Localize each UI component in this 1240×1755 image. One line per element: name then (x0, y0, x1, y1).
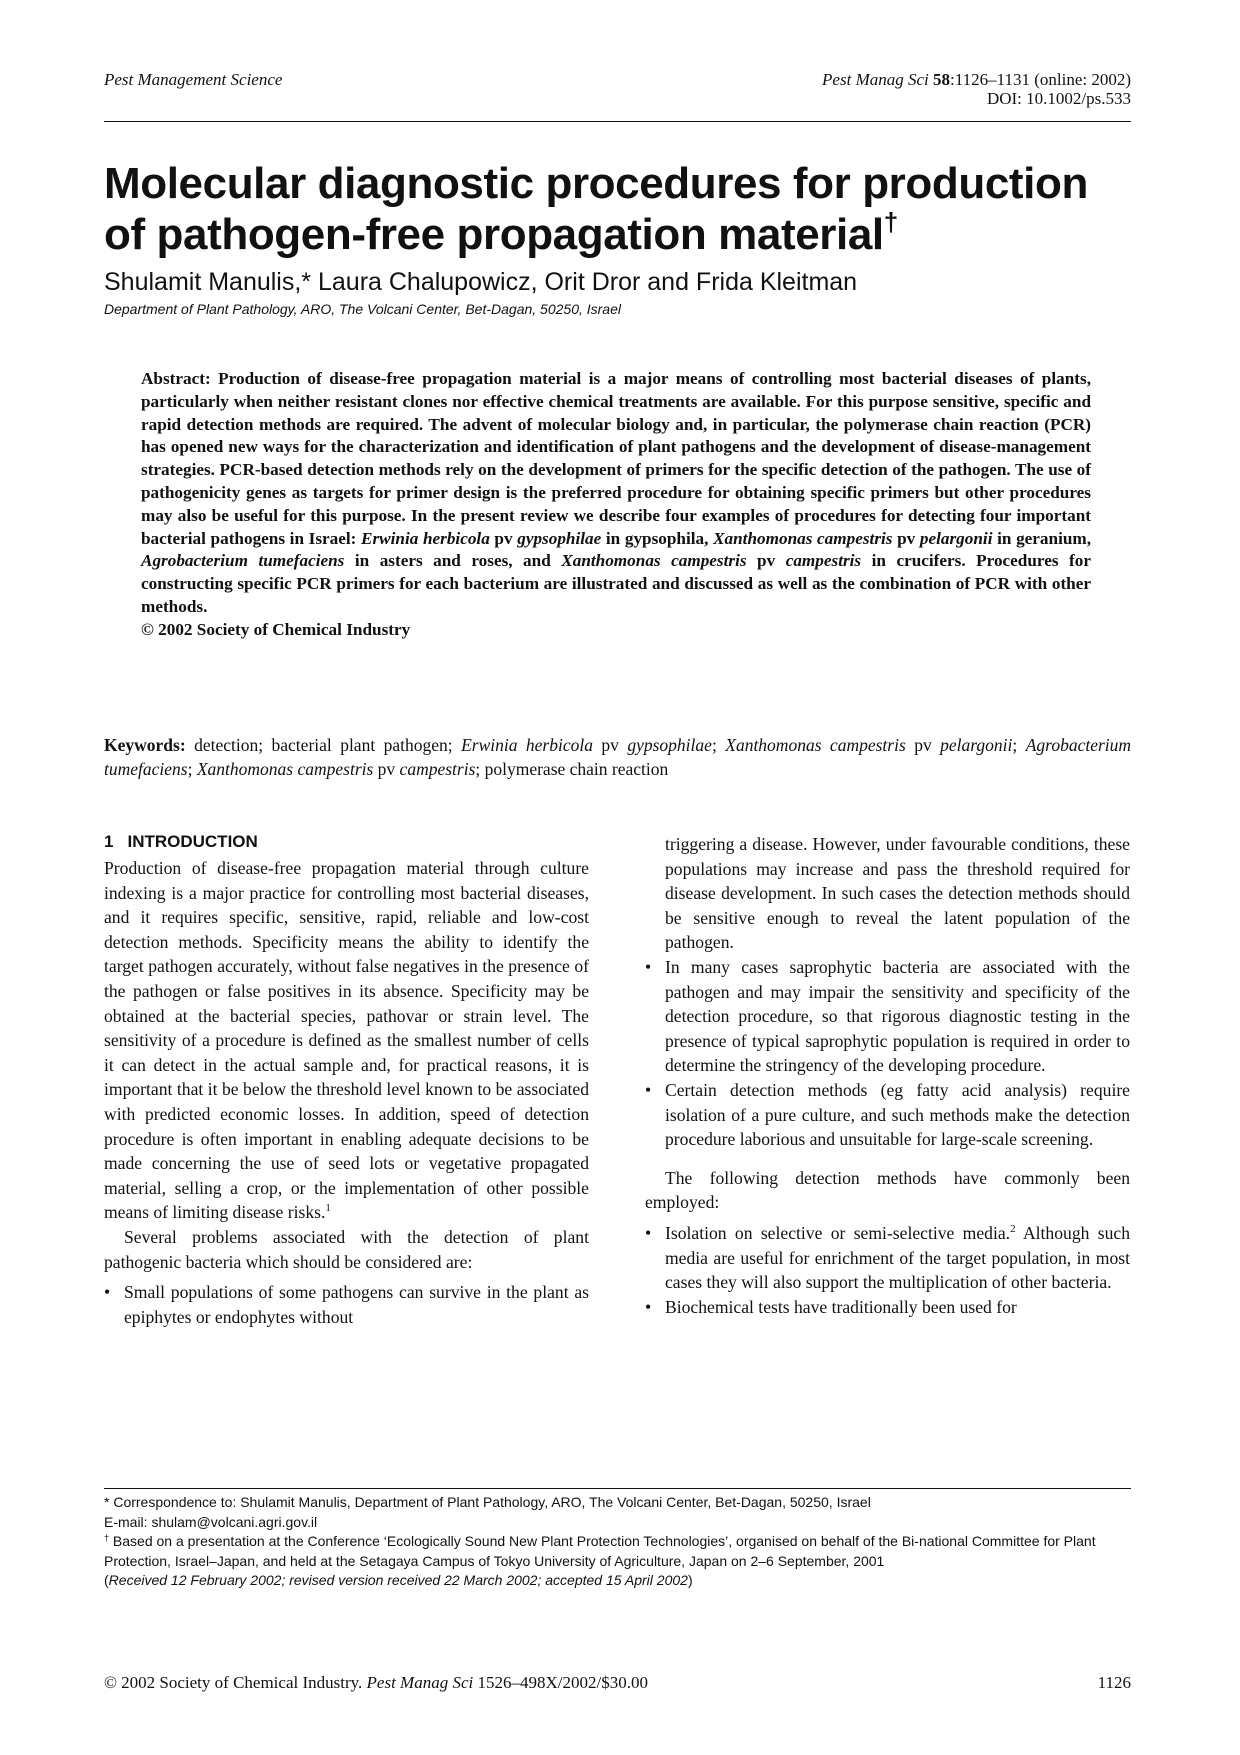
title-line-2: of pathogen-free propagation material (104, 210, 884, 259)
keyword-species: gypsophilae (627, 735, 712, 755)
citation-block (822, 70, 1131, 108)
list-item (104, 1280, 589, 1329)
list-item (645, 1295, 1130, 1320)
pathovar-name: campestris (785, 551, 862, 571)
received-note (104, 1571, 1131, 1591)
spacer (645, 1152, 1130, 1166)
keywords-label: Keywords: (104, 735, 186, 755)
bullet-list (645, 832, 1130, 1152)
keyword-species: Agrobacterium tumefaciens (104, 735, 1132, 779)
pathovar-name: pelargonii (919, 528, 993, 548)
footnotes (104, 1493, 1131, 1591)
abstract-label: Abstract: (141, 369, 211, 388)
keyword-text: pv (373, 759, 400, 779)
species-name: Erwinia herbicola (361, 528, 490, 548)
paragraph: Several problems associated with the detection of plant pathogenic bacteria which should be considered are: (104, 1226, 589, 1272)
keyword-text: pv (592, 735, 628, 755)
body-column-left (104, 832, 589, 1329)
received-dates: Received 12 February 2002; revised version received 22 March 2002; accepted 15 April 2002 (108, 1572, 688, 1588)
keyword-text: ; (187, 759, 197, 779)
reference-link[interactable]: 1 (325, 1202, 331, 1215)
footer-journal: Pest Manag Sci (366, 1673, 474, 1692)
email-link[interactable]: E-mail: shulam@volcani.agri.gov.il (104, 1513, 318, 1530)
body-column-right (645, 832, 1130, 1319)
reference-link[interactable]: 2 (1010, 1222, 1016, 1235)
title-dagger-mark[interactable]: † (883, 207, 898, 237)
journal-name: Pest Management Science (104, 70, 283, 89)
species-name: Xanthomonas campestris (713, 528, 893, 548)
section-title: INTRODUCTION (127, 832, 258, 851)
abstract (141, 368, 1091, 642)
list-item-text: Although such media are useful for enrichment of the target population, in most cases they will also support the multiplication of other bacteria. (665, 1222, 1130, 1293)
abstract-text: in crucifers. Procedures for constructing specific PCR primers for each bacterium are illustrated and discussed as well as the combination of PCR with other methods. (141, 551, 1091, 616)
doi[interactable]: DOI: 10.1002/ps.533 (986, 89, 1131, 108)
keyword-species: pelargonii (940, 735, 1013, 755)
abstract-copyright: © 2002 Society of Chemical Industry (141, 619, 411, 639)
keywords (104, 733, 1131, 781)
abstract-text: pv (746, 551, 786, 571)
page-number: 1126 (1097, 1673, 1131, 1692)
paragraph (104, 856, 589, 1225)
paragraph: The following detection methods have commonly been employed: (645, 1167, 1130, 1213)
abstract-text: in gypsophila, (601, 528, 714, 548)
list-item-text: In many cases saprophytic bacteria are associated with the pathogen and may impair the sensitivity and specificity of the detection procedure, so that rigorous diagnostic testing in the presence of typical saprophytic population is required in order to determine the stringency of the developing procedure. (665, 956, 1130, 1076)
keyword-text: ; (1012, 735, 1026, 755)
correspondence-note: * Correspondence to: Shulamit Manulis, Department of Plant Pathology, ARO, The Volcani Center, Bet-Dagan, 50250, Israel (104, 1494, 871, 1510)
abstract-text: Production of disease-free propagation material is a major means of controlling most bacterial diseases of plants, particularly when neither resistant clones nor effective chemical treatments are available. For this purpose sensitive, specific and rapid detection methods are required. The advent of molecular biology and, in particular, the polymerase chain reaction (PCR) has opened new ways for the characterization and identification of plant pathogens and the development of disease-management strategies. PCR-based detection methods rely on the development of primers for the specific detection of the pathogen. The use of pathogenicity genes as targets for primer design is the preferred procedure for obtaining specific primers but other procedures may also be useful for this purpose. In the present review we describe four examples of procedures for detecting four important bacterial pathogens in Israel: (141, 369, 1091, 548)
paren: ( (104, 1572, 109, 1588)
keyword-text: ; (711, 735, 726, 755)
list-item (645, 955, 1130, 1078)
paragraph-text: Production of disease-free propagation material through culture indexing is a major practice for controlling most bacterial diseases, and it requires specific, sensitive, rapid, reliable and low-cost detection methods. Specificity means the ability to identify the target pathogen accurately, without false negatives in the presence of the pathogen or false positives in its absence. Specificity may be obtained at the bacterial species, pathovar or strain level. The sensitivity of a procedure is defined as the smallest number of cells it can detect in the actual sample and, for practical reasons, it is important that it be below the threshold level known to be associated with predicted economic losses. In addition, speed of detection procedure is often important in enabling adequate decisions to be made concerning the use of seed lots or vegetative propagated material, selling a crop, or the implementation of other possible means of limiting disease risks. (104, 858, 589, 1223)
footer-copyright: © 2002 Society of Chemical Industry. (104, 1673, 367, 1692)
list-item-text: Biochemical tests have traditionally been used for (665, 1296, 1017, 1317)
bullet-list (104, 1280, 589, 1329)
paren: ) (687, 1572, 693, 1588)
bullet-glyph: • (104, 1282, 111, 1303)
list-item-text: Isolation on selective or semi-selective media. (665, 1222, 1011, 1243)
bullet-glyph: • (645, 1079, 652, 1100)
abstract-text: in asters and roses, and (344, 551, 562, 571)
dagger-mark: † (104, 1533, 110, 1543)
affiliation: Department of Plant Pathology, ARO, The Volcani Center, Bet-Dagan, 50250, Israel (104, 301, 621, 317)
author-list: Shulamit Manulis,* Laura Chalupowicz, Orit Dror and Frida Kleitman (104, 268, 858, 296)
list-item-text: Certain detection methods (eg fatty acid analysis) require isolation of a pure culture, and such methods make the detection procedure laborious and unsuitable for large-scale screening. (665, 1079, 1130, 1150)
species-name: Xanthomonas campestris (561, 551, 747, 571)
article-title (104, 158, 1131, 260)
footnote-rule (104, 1488, 1131, 1489)
list-item-continuation (645, 832, 1130, 955)
section-heading (104, 832, 589, 852)
page-footer (104, 1673, 1131, 1693)
pathovar-name: gypsophilae (517, 528, 602, 548)
list-item-text: Small populations of some pathogens can survive in the plant as epiphytes or endophytes without (124, 1282, 589, 1327)
presentation-note (104, 1532, 1131, 1571)
keyword-species: Erwinia herbicola (461, 735, 593, 755)
keyword-text: detection; bacterial plant pathogen; (185, 735, 462, 755)
citation-pages: :1126–1131 (online: 2002) (950, 70, 1131, 89)
keyword-text: ; polymerase chain reaction (475, 759, 669, 779)
citation-journal: Pest Manag Sci (822, 70, 929, 89)
abstract-text: pv (489, 528, 518, 548)
abstract-text: pv (892, 528, 920, 548)
footnote-text: Based on a presentation at the Conference ‘Ecologically Sound New Plant Protection Technologies’, organised on behalf of the Bi-national Committee for Plant Protection, Israel–Japan, and held at the Setagaya Campus of Tokyo University of Agriculture, Japan on 2–6 September, 2001 (104, 1533, 1096, 1569)
journal-page (104, 0, 1131, 1755)
abstract-text: in geranium, (992, 528, 1092, 548)
keyword-species: Xanthomonas campestris (196, 759, 374, 779)
species-name: Agrobacterium tumefaciens (141, 551, 345, 571)
list-item (645, 1221, 1130, 1295)
bullet-glyph: • (645, 1222, 652, 1243)
keyword-species: Xanthomonas campestris (725, 735, 906, 755)
list-item (645, 1078, 1130, 1152)
footer-issn: 1526–498X/2002/$30.00 (473, 1673, 648, 1692)
section-number: 1 (104, 832, 114, 851)
citation-volume: 58 (933, 70, 950, 89)
title-line-1: Molecular diagnostic procedures for production (104, 159, 1088, 208)
keyword-text: pv (905, 735, 941, 755)
keyword-species: campestris (399, 759, 476, 779)
bullet-glyph: • (645, 1296, 652, 1317)
header-rule (104, 121, 1131, 122)
bullet-glyph: • (645, 956, 652, 977)
list-item-text: triggering a disease. However, under favourable conditions, these populations may increase and pass the threshold required for disease development. In such cases the detection methods should be sensitive enough to reveal the latent population of the pathogen. (665, 834, 1130, 953)
bullet-list (645, 1221, 1130, 1319)
